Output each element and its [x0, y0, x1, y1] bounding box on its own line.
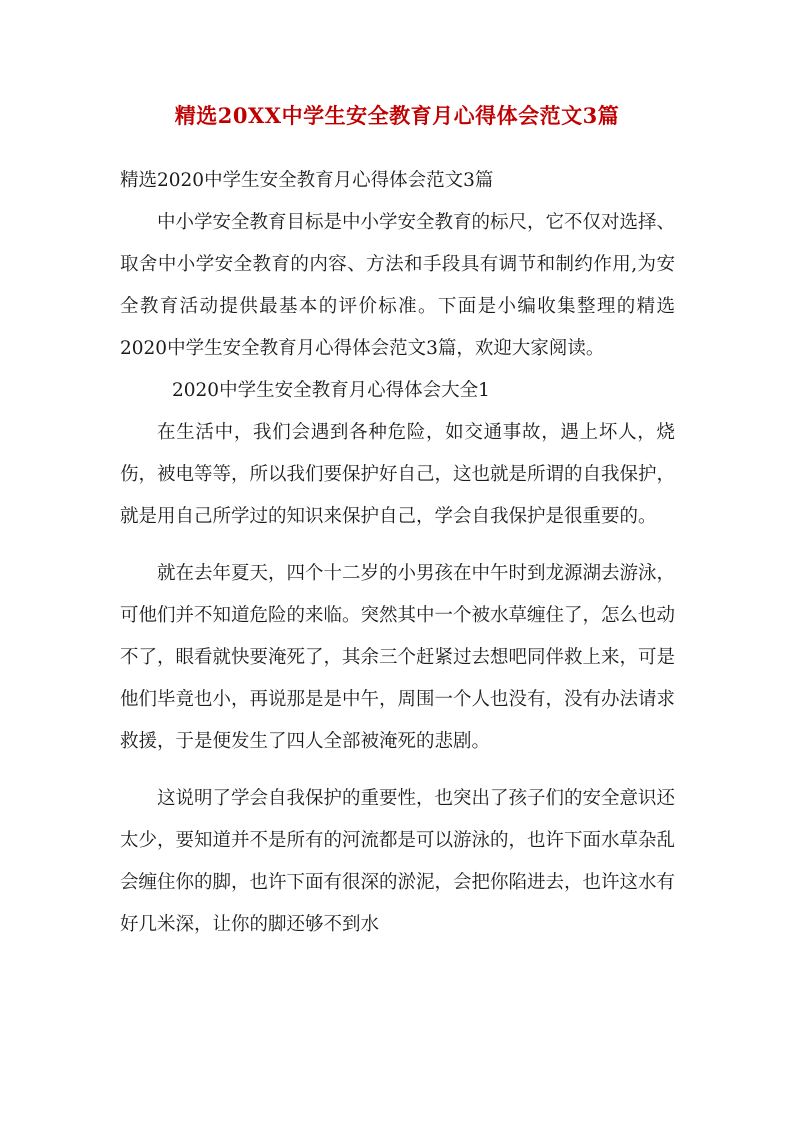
section-heading: 2020中学生安全教育月心得体会大全1	[172, 380, 490, 401]
intro-paragraph: 中小学安全教育目标是中小学安全教育的标尺，它不仅对选择、取舍中小学安全教育的内容、方法和手段具有调节和制约作用,为安全教育活动提供最基本的评价标准。下面是小编收集整理的精选2020中学生安全教育月心得体会范文3篇，欢迎大家阅读。	[120, 212, 676, 359]
body-paragraph-3: 这说明了学会自我保护的重要性，也突出了孩子们的安全意识还太少，要知道并不是所有的河流都是可以游泳的，也许下面水草杂乱会缠住你的脚，也许下面有很深的淤泥，会把你陷进去，也许这水有好几米深，让你的脚还够不到水	[120, 788, 676, 935]
document-subtitle: 精选2020中学生安全教育月心得体会范文3篇	[120, 170, 494, 191]
body-paragraph-1: 在生活中，我们会遇到各种危险，如交通事故，遇上坏人，烧伤，被电等等，所以我们要保护好自己，这也就是所谓的自我保护，就是用自己所学过的知识来保护自己，学会自我保护是很重要的。	[120, 422, 676, 527]
document-body	[120, 202, 675, 946]
document-title: 精选20XX中学生安全教育月心得体会范文3篇	[174, 103, 620, 128]
body-paragraph-2: 就在去年夏天，四个十二岁的小男孩在中午时到龙源湖去游泳，可他们并不知道危险的来临。突然其中一个被水草缠住了，怎么也动不了，眼看就快要淹死了，其余三个赶紧过去想吧同伴救上来，可是他们毕竟也小，再说那是是中午，周围一个人也没有，没有办法请求救援，于是便发生了四人全部被淹死的悲剧。	[120, 563, 676, 752]
